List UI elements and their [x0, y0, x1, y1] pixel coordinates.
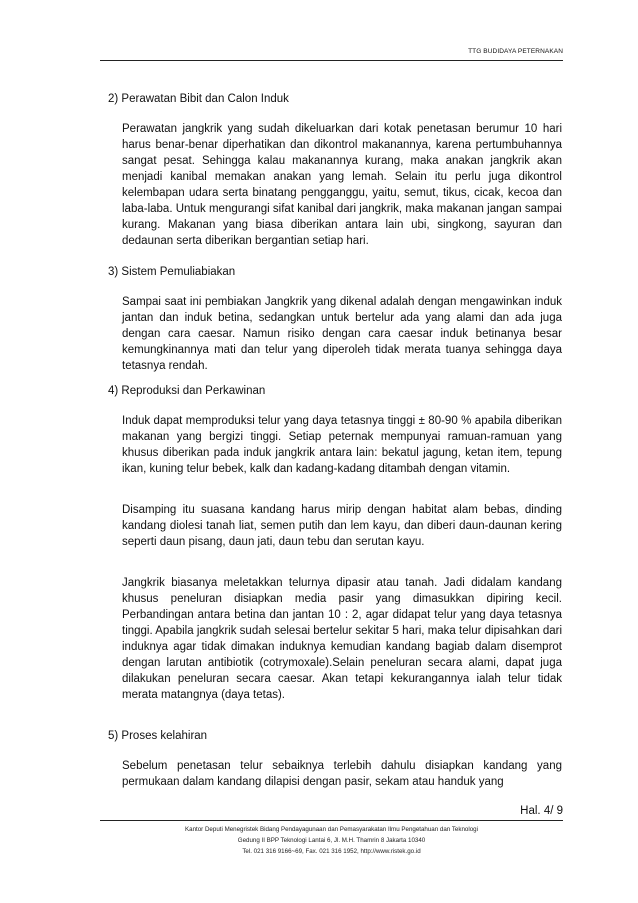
footer-line-1: Kantor Deputi Menegristek Bidang Pendayagunaan dan Pemasyarakatan Ilmu Pengetahuan dan Teknologi: [185, 826, 478, 833]
paragraph-text: Sebelum penetasan telur sebaiknya terlebih dahulu disiapkan kandang yang permukaan dalam kandang dilapisi dengan pasir, sekam atau handuk yang: [122, 760, 562, 788]
running-header: TTG BUDIDAYA PETERNAKAN: [468, 48, 563, 55]
footer-rule: [100, 820, 563, 821]
page-footer: [100, 824, 563, 857]
footer-line-3: Tel. 021 316 9166~69, Fax. 021 316 1952, http://www.ristek.go.id: [242, 848, 421, 855]
paragraph-4-3: [122, 575, 562, 703]
paragraph-text: Jangkrik biasanya meletakkan telurnya dipasir atau tanah. Jadi didalam kandang khusus peneluran disiapkan media pasir yang dimasukkan dipiring kecil. Perbandingan antara betina dan jantan 10 : 2, agar didapat telur yang daya tetasnya tinggi. Apabila jangkrik sudah selesai bertelur sekitar 5 hari, maka telur dipisahkan dari induknya agar tidak dimakan induknya kemudian kandang bagiab dalam disemprot dengan larutan antibiotik (cotrymoxale).Selain peneluran secara alami, dapat juga dilakukan peneluran secara caesar. Akan tetapi kekurangannya ialah telur tidak merata matangnya (daya tetas).: [122, 577, 562, 701]
section-title-2: 2) Perawatan Bibit dan Calon Induk: [108, 93, 289, 105]
paragraph-4-1: [122, 413, 562, 477]
paragraph-text: Sampai saat ini pembiakan Jangkrik yang dikenal adalah dengan mengawinkan induk jantan dan induk betina, sedangkan untuk bertelur ada yang alami dan ada juga dengan cara caesar. Namun risiko dengan cara caesar induk betinanya besar kemungkinannya mati dan telur yang diperoleh tidak merata tuanya sehingga daya tetasnya rendah.: [122, 296, 562, 372]
section-title-4: 4) Reproduksi dan Perkawinan: [108, 385, 266, 397]
paragraph-5-1: [122, 758, 562, 790]
page-number: Hal. 4/ 9: [520, 805, 563, 817]
section-title-3: 3) Sistem Pemuliabiakan: [108, 266, 236, 278]
paragraph-text: Disamping itu suasana kandang harus mirip dengan habitat alam bebas, dinding kandang diolesi tanah liat, semen putih dan lem kayu, dan diberi daun-daunan kering seperti daun pisang, daun jati, daun tebu dan serutan kayu.: [122, 504, 562, 548]
paragraph-text: Perawatan jangkrik yang sudah dikeluarkan dari kotak penetasan berumur 10 hari harus benar-benar diperhatikan dan dikontrol makanannya, karena pertumbuhannya sangat pesat. Sehingga kalau makanannya kurang, maka anakan jangkrik akan menjadi kanibal memakan anakan yang lemah. Selain itu perlu juga dikontrol kelembapan udara serta binatang pengganggu, yaitu, semut, tikus, cicak, kecoa dan laba-laba. Untuk mengurangi sifat kanibal dari jangkrik, maka makanan jangan sampai kurang. Makanan yang biasa diberikan antara lain ubi, singkong, sayuran dan dedaunan serta diberikan bergantian setiap hari.: [122, 123, 562, 247]
footer-line-2: Gedung II BPP Teknologi Lantai 6, Jl. M.H. Thamrin 8 Jakarta 10340: [237, 837, 426, 844]
paragraph-2-1: [122, 121, 562, 249]
paragraph-4-2: [122, 502, 562, 550]
section-title-5: 5) Proses kelahiran: [108, 730, 208, 742]
paragraph-3-1: [122, 294, 562, 374]
header-rule: [100, 60, 563, 61]
paragraph-text: Induk dapat memproduksi telur yang daya tetasnya tinggi ± 80-90 % apabila diberikan makanan yang bergizi tinggi. Setiap peternak mempunyai ramuan-ramuan yang khusus diberikan pada induk jangkrik antara lain: bekatul jagung, ketan item, tepung ikan, kuning telur bebek, kalk dan kadang-kadang ditambah dengan vitamin.: [122, 415, 562, 475]
